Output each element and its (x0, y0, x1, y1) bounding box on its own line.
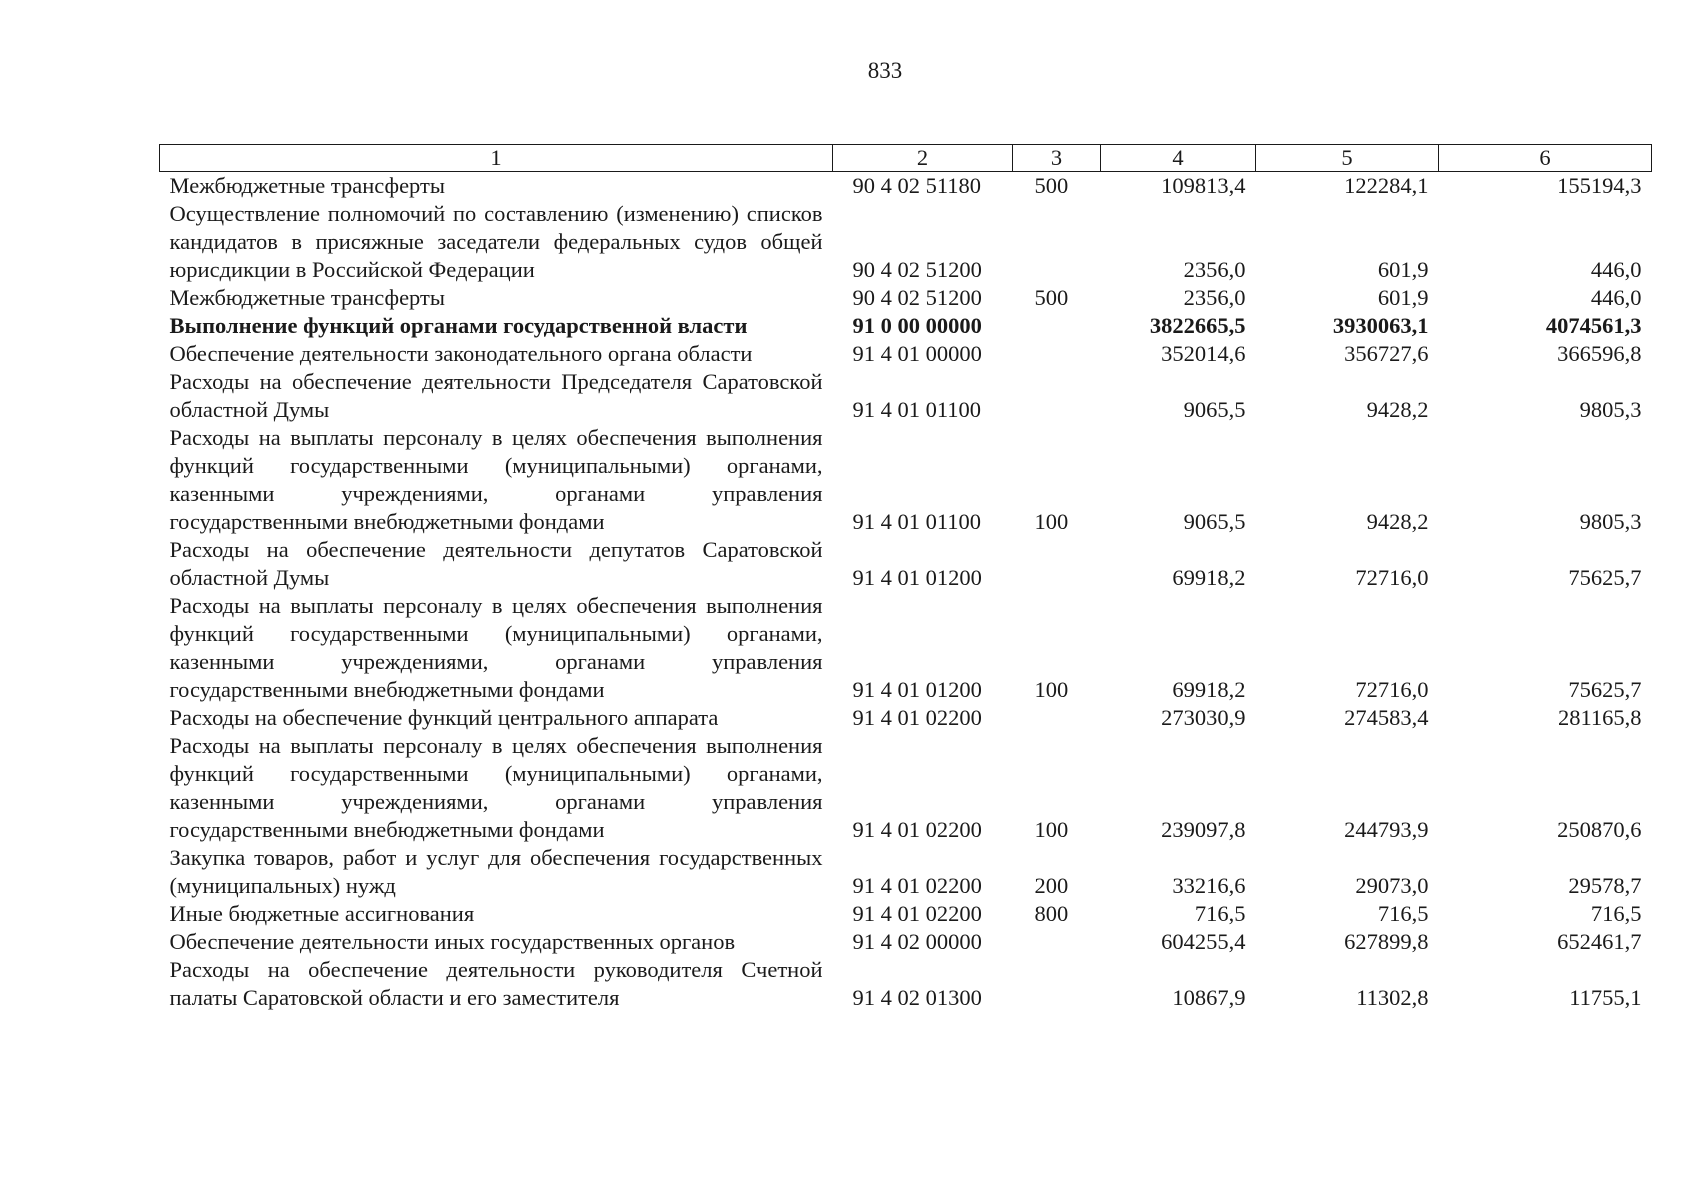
row-value-4-cell: 9065,5 (1183, 509, 1246, 534)
row-type-cell: 500 (1034, 173, 1069, 198)
table-row (160, 200, 1652, 284)
row-value-5-cell: 356727,6 (1344, 341, 1429, 366)
row-value-4-cell: 604255,4 (1161, 929, 1246, 954)
row-name-cell: Расходы на обеспечение деятельности депутатов Саратовской областной Думы (169, 537, 823, 590)
row-code-cell: 91 4 01 01100 (852, 397, 982, 422)
row-type-cell: 500 (1034, 285, 1069, 310)
column-header: 1 (160, 145, 833, 172)
row-value-6-cell: 29578,7 (1568, 873, 1642, 898)
row-value-5-cell: 9428,2 (1366, 397, 1429, 422)
row-type-cell: 100 (1034, 509, 1069, 534)
row-type-cell (1013, 956, 1101, 1012)
row-code-cell: 91 4 01 02200 (852, 705, 982, 730)
row-value-4-cell: 2356,0 (1183, 257, 1246, 282)
row-name-cell: Расходы на выплаты персоналу в целях обеспечения выполнения функций государственными (муниципальными) органами, казенными учреждениями, органами управления государственными внебюджетными фондами (169, 593, 823, 702)
row-type-cell (1013, 704, 1101, 732)
row-code-cell: 91 4 01 01200 (852, 677, 982, 702)
row-type-cell (1013, 536, 1101, 592)
table-row (160, 592, 1652, 704)
row-code-cell: 90 4 02 51200 (852, 257, 982, 282)
row-type-cell (1013, 928, 1101, 956)
row-code-cell: 91 4 01 01200 (852, 565, 982, 590)
row-type-cell (1013, 368, 1101, 424)
row-name-cell: Расходы на выплаты персоналу в целях обеспечения выполнения функций государственными (муниципальными) органами, казенными учреждениями, органами управления государственными внебюджетными фондами (169, 425, 823, 534)
row-value-4-cell: 9065,5 (1183, 397, 1246, 422)
row-name-cell: Расходы на обеспечение деятельности Председателя Саратовской областной Думы (169, 369, 823, 422)
budget-table (159, 144, 1652, 1012)
row-value-6-cell: 250870,6 (1557, 817, 1642, 842)
table-row (160, 732, 1652, 844)
row-value-4-cell: 33216,6 (1172, 873, 1246, 898)
row-value-5-cell: 274583,4 (1344, 705, 1429, 730)
row-code-cell: 91 4 02 01300 (852, 985, 982, 1010)
row-name-cell: Выполнение функций органами государственной власти (169, 313, 748, 338)
row-code-cell: 90 4 02 51200 (852, 285, 982, 310)
row-value-4-cell: 2356,0 (1183, 285, 1246, 310)
table-row (160, 928, 1652, 956)
row-value-4-cell: 69918,2 (1172, 677, 1246, 702)
table-row (160, 368, 1652, 424)
row-code-cell: 90 4 02 51180 (852, 173, 982, 198)
row-code-cell: 91 0 00 00000 (852, 313, 982, 338)
row-value-4-cell: 69918,2 (1172, 565, 1246, 590)
column-header: 2 (833, 145, 1013, 172)
row-code-cell: 91 4 01 01100 (852, 509, 982, 534)
row-value-5-cell: 29073,0 (1355, 873, 1429, 898)
row-value-6-cell: 366596,8 (1557, 341, 1642, 366)
row-type-cell (1013, 312, 1101, 340)
table-row (160, 956, 1652, 1012)
row-name-cell: Межбюджетные трансферты (169, 173, 445, 198)
row-code-cell: 91 4 01 00000 (852, 341, 982, 366)
row-code-cell: 91 4 01 02200 (852, 873, 982, 898)
table-row (160, 844, 1652, 900)
table-body (160, 172, 1652, 1013)
row-value-5-cell: 716,5 (1377, 901, 1429, 926)
row-value-6-cell: 446,0 (1590, 285, 1642, 310)
row-value-5-cell: 3930063,1 (1332, 313, 1429, 338)
table-row (160, 172, 1652, 201)
row-value-6-cell: 716,5 (1590, 901, 1642, 926)
row-code-cell: 91 4 01 02200 (852, 817, 982, 842)
row-value-5-cell: 9428,2 (1366, 509, 1429, 534)
row-type-cell (1013, 200, 1101, 284)
table-header-row (160, 145, 1652, 172)
row-value-4-cell: 109813,4 (1161, 173, 1246, 198)
row-value-6-cell: 446,0 (1590, 257, 1642, 282)
row-value-4-cell: 239097,8 (1161, 817, 1246, 842)
row-name-cell: Осуществление полномочий по составлению (изменению) списков кандидатов в присяжные заседатели федеральных судов общей юрисдикции в Российской Федерации (169, 201, 823, 282)
row-value-4-cell: 10867,9 (1172, 985, 1246, 1010)
table-row (160, 284, 1652, 312)
table-row (160, 536, 1652, 592)
row-value-5-cell: 601,9 (1377, 285, 1429, 310)
row-value-5-cell: 72716,0 (1355, 565, 1429, 590)
column-header: 3 (1013, 145, 1101, 172)
row-name-cell: Расходы на обеспечение функций центрального аппарата (169, 705, 719, 730)
row-value-6-cell: 9805,3 (1579, 509, 1642, 534)
table-row (160, 900, 1652, 928)
row-name-cell: Закупка товаров, работ и услуг для обеспечения государственных (муниципальных) нужд (169, 845, 823, 898)
table-row (160, 704, 1652, 732)
row-name-cell: Расходы на выплаты персоналу в целях обеспечения выполнения функций государственными (муниципальными) органами, казенными учреждениями, органами управления государственными внебюджетными фондами (169, 733, 823, 842)
row-value-4-cell: 352014,6 (1161, 341, 1246, 366)
row-type-cell: 200 (1034, 873, 1069, 898)
row-value-6-cell: 652461,7 (1557, 929, 1642, 954)
row-code-cell: 91 4 02 00000 (852, 929, 982, 954)
row-value-6-cell: 9805,3 (1579, 397, 1642, 422)
row-value-4-cell: 3822665,5 (1149, 313, 1246, 338)
table-row (160, 312, 1652, 340)
column-header: 4 (1101, 145, 1256, 172)
row-value-4-cell: 273030,9 (1161, 705, 1246, 730)
column-header: 5 (1256, 145, 1439, 172)
row-value-6-cell: 155194,3 (1557, 173, 1642, 198)
row-name-cell: Межбюджетные трансферты (169, 285, 445, 310)
table-row (160, 340, 1652, 368)
row-name-cell: Обеспечение деятельности иных государственных органов (169, 929, 736, 954)
row-name-cell: Иные бюджетные ассигнования (169, 901, 475, 926)
table-row (160, 424, 1652, 536)
row-value-6-cell: 75625,7 (1568, 677, 1642, 702)
row-value-6-cell: 11755,1 (1569, 985, 1642, 1010)
row-code-cell: 91 4 01 02200 (852, 901, 982, 926)
row-value-6-cell: 75625,7 (1568, 565, 1642, 590)
row-value-4-cell: 716,5 (1194, 901, 1246, 926)
row-value-5-cell: 122284,1 (1344, 173, 1429, 198)
row-name-cell: Расходы на обеспечение деятельности руководителя Счетной палаты Саратовской области и его заместителя (169, 957, 823, 1010)
row-name-cell: Обеспечение деятельности законодательного органа области (169, 341, 753, 366)
row-type-cell: 100 (1034, 677, 1069, 702)
row-value-5-cell: 72716,0 (1355, 677, 1429, 702)
row-value-5-cell: 601,9 (1377, 257, 1429, 282)
row-value-5-cell: 244793,9 (1344, 817, 1429, 842)
page-number: 833 (867, 58, 903, 83)
row-type-cell: 100 (1034, 817, 1069, 842)
row-type-cell (1013, 340, 1101, 368)
row-value-6-cell: 281165,8 (1557, 705, 1642, 730)
row-value-6-cell: 4074561,3 (1545, 313, 1642, 338)
row-value-5-cell: 627899,8 (1344, 929, 1429, 954)
row-value-5-cell: 11302,8 (1356, 985, 1429, 1010)
column-header: 6 (1439, 145, 1652, 172)
row-type-cell: 800 (1034, 901, 1069, 926)
